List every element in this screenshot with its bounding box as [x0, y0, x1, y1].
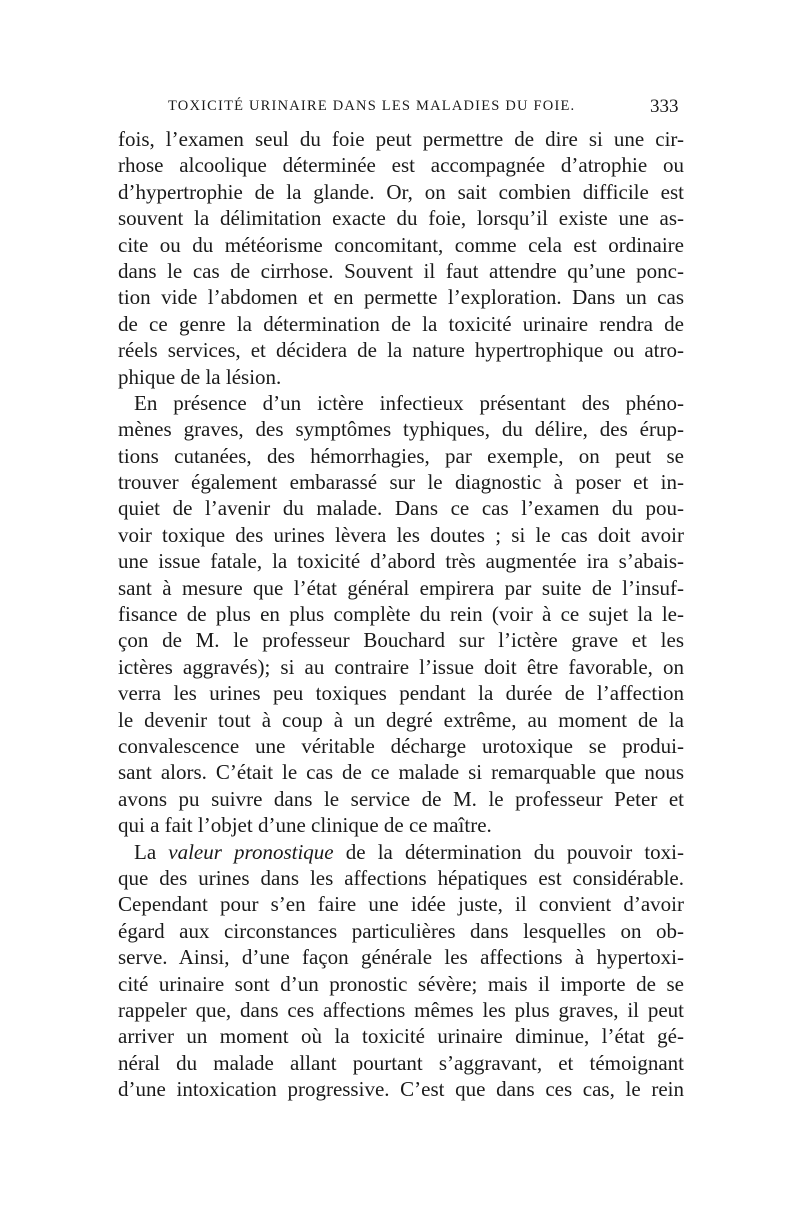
text-line: çon de M. le professeur Bouchard sur l’ictère grave et les: [118, 628, 684, 653]
text-line: avons pu suivre dans le service de M. le professeur Peter et: [118, 786, 684, 811]
text-line: égard aux circonstances particulières dans lesquelles on ob-: [118, 918, 684, 943]
text-line: voir toxique des urines lèvera les doutes ; si le cas doit avoir: [118, 522, 684, 547]
body-text: [118, 126, 684, 1102]
text-line: souvent la délimitation exacte du foie, lorsqu’il existe une as-: [118, 206, 684, 231]
text-line: qui a fait l’objet d’une clinique de ce maître.: [118, 813, 492, 838]
text-line: sant alors. C’était le cas de ce malade si remarquable que nous: [118, 760, 684, 785]
text-line: fois, l’examen seul du foie peut permettre de dire si une cir-: [118, 127, 684, 151]
text-line: dans le cas de cirrhose. Souvent il faut attendre qu’une ponc-: [118, 258, 684, 283]
text-line: arriver un moment où la toxicité urinaire diminue, l’état gé-: [118, 1024, 684, 1049]
text-line: une issue fatale, la toxicité d’abord très augmentée ira s’abais-: [118, 549, 684, 574]
running-title: TOXICITÉ URINAIRE DANS LES MALADIES DU FOIE.: [168, 98, 576, 114]
text-run: La: [134, 839, 169, 864]
text-line: trouver également embarassé sur le diagnostic à poser et in-: [118, 470, 684, 495]
text-line: quiet de l’avenir du malade. Dans ce cas l’examen du pou-: [118, 496, 684, 521]
paragraph-3: [118, 839, 684, 1103]
text-line: tions cutanées, des hémorrhagies, par exemple, on peut se: [118, 443, 684, 468]
page-number: 333: [650, 96, 679, 117]
text-line: d’une intoxication progressive. C’est que dans ces cas, le rein: [118, 1077, 684, 1102]
paragraph-1: [118, 126, 684, 390]
text-run: de la détermination du pouvoir toxi-: [333, 839, 684, 864]
text-line: rappeler que, dans ces affections mêmes les plus graves, il peut: [118, 997, 684, 1022]
paragraph-2: [118, 390, 684, 839]
text-line: néral du malade allant pourtant s’aggravant, et témoignant: [118, 1050, 684, 1075]
text-line: En présence d’un ictère infectieux présentant des phéno-: [134, 390, 684, 415]
text-line: le devenir tout à coup à un degré extrême, au moment de la: [118, 707, 684, 732]
text-line: cité urinaire sont d’un pronostic sévère; mais il importe de se: [118, 971, 684, 996]
text-line: d’hypertrophie de la glande. Or, on sait combien difficile est: [118, 179, 684, 204]
text-line: [118, 839, 684, 865]
text-line: rhose alcoolique déterminée est accompagnée d’atrophie ou: [118, 153, 684, 178]
text-line: ictères aggravés); si au contraire l’issue doit être favorable, on: [118, 654, 684, 679]
text-line: que des urines dans les affections hépatiques est considérable.: [118, 865, 684, 890]
text-line: fisance de plus en plus complète du rein (voir à ce sujet la le-: [118, 602, 684, 627]
text-line: convalescence une véritable décharge urotoxique se produi-: [118, 733, 684, 758]
text-line: Cependant pour s’en faire une idée juste, il convient d’avoir: [118, 892, 684, 917]
text-line: serve. Ainsi, d’une façon générale les affections à hypertoxi-: [118, 945, 684, 970]
text-line: sant à mesure que l’état général empirera par suite de l’insuf-: [118, 575, 684, 600]
text-line: de ce genre la détermination de la toxicité urinaire rendra de: [118, 311, 684, 336]
text-line: cite ou du météorisme concomitant, comme cela est ordinaire: [118, 232, 684, 257]
italic-term: valeur pronostique: [168, 839, 334, 864]
text-line: verra les urines peu toxiques pendant la durée de l’affection: [118, 681, 684, 706]
text-line: tion vide l’abdomen et en permette l’exploration. Dans un cas: [118, 285, 684, 310]
text-line: mènes graves, des symptômes typhiques, du délire, des érup-: [118, 417, 684, 442]
running-head: [168, 96, 800, 122]
text-line: réels services, et décidera de la nature hypertrophique ou atro-: [118, 338, 684, 363]
text-line: phique de la lésion.: [118, 364, 282, 389]
